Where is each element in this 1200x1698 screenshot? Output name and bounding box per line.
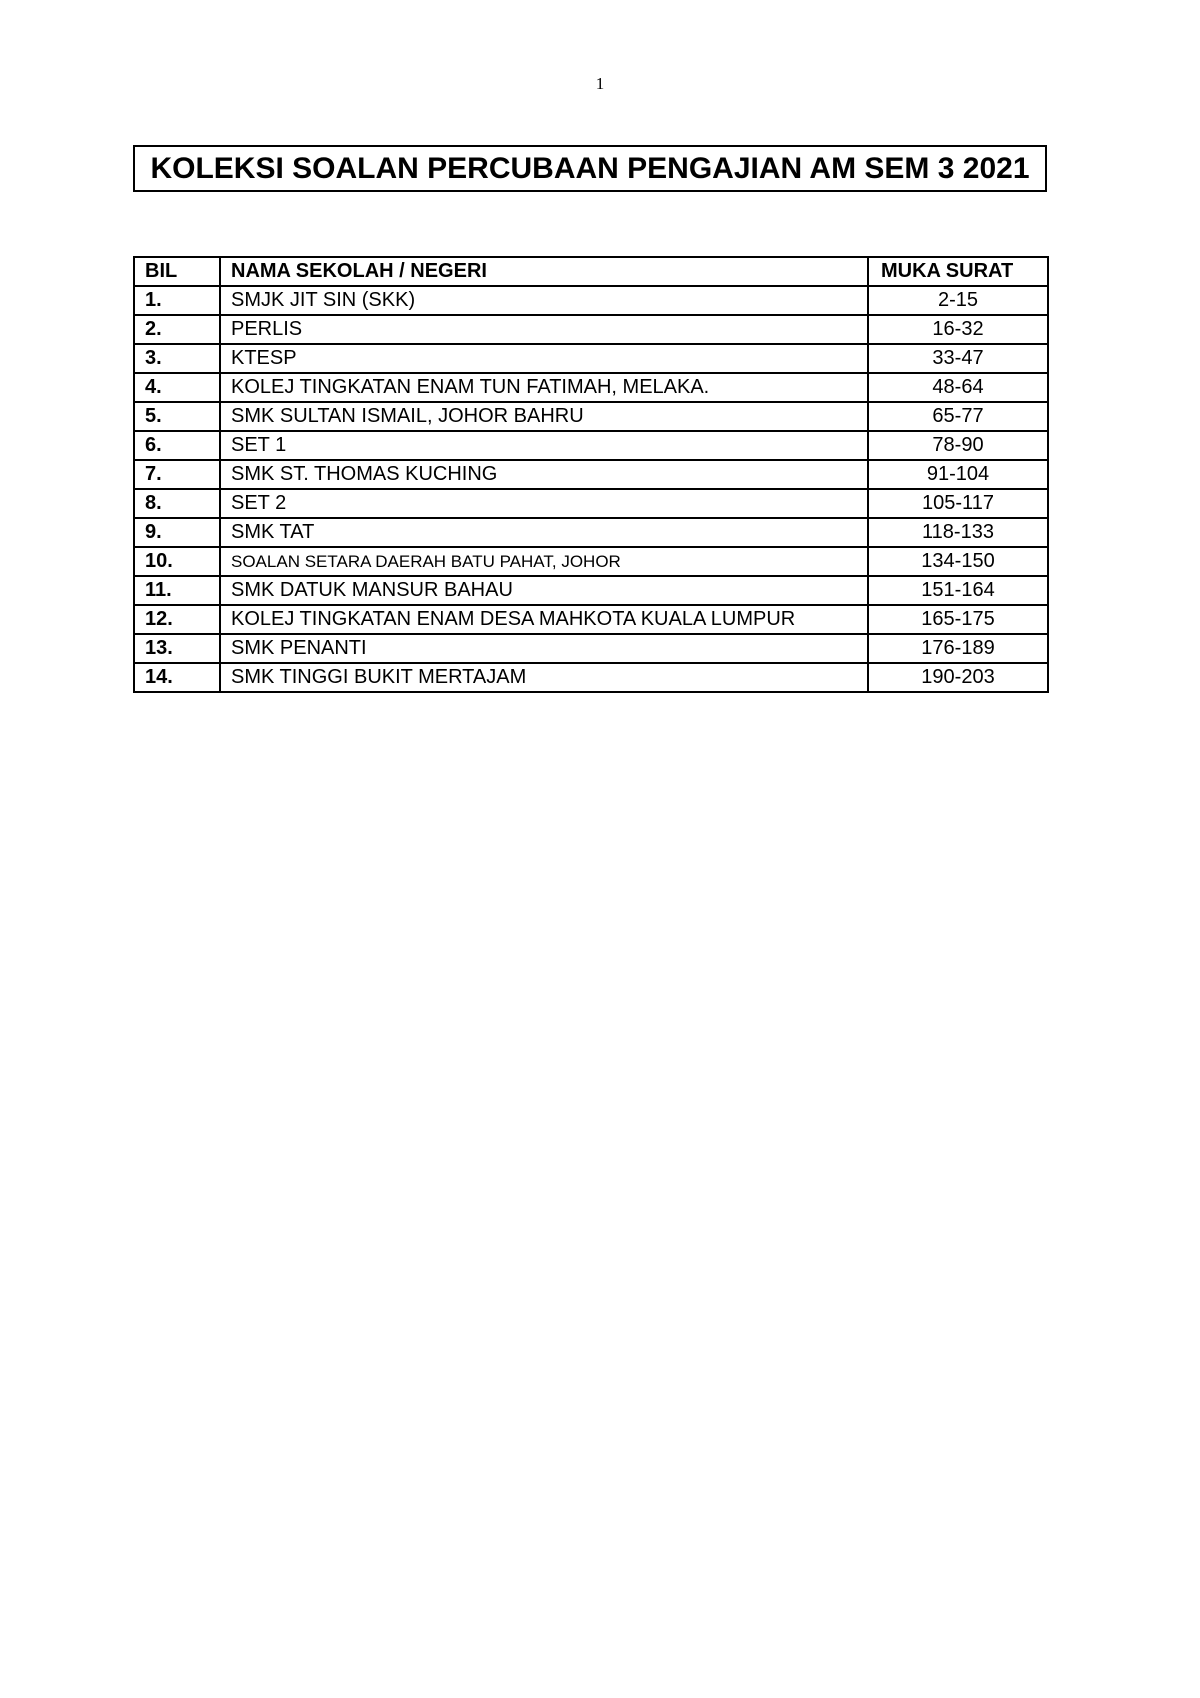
row-school: SMK PENANTI	[220, 634, 868, 663]
table-row	[134, 634, 1048, 663]
row-pages: 165-175	[868, 605, 1048, 634]
table-row	[134, 547, 1048, 576]
header-school: NAMA SEKOLAH / NEGERI	[220, 257, 868, 286]
row-bil: 7.	[134, 460, 220, 489]
header-pages: MUKA SURAT	[868, 257, 1048, 286]
row-pages: 151-164	[868, 576, 1048, 605]
row-school: SMK SULTAN ISMAIL, JOHOR BAHRU	[220, 402, 868, 431]
row-pages: 78-90	[868, 431, 1048, 460]
row-school: SMK ST. THOMAS KUCHING	[220, 460, 868, 489]
row-bil: 9.	[134, 518, 220, 547]
row-bil: 12.	[134, 605, 220, 634]
row-school: SOALAN SETARA DAERAH BATU PAHAT, JOHOR	[220, 547, 868, 576]
row-school: SET 2	[220, 489, 868, 518]
row-school: KTESP	[220, 344, 868, 373]
row-school: PERLIS	[220, 315, 868, 344]
row-pages: 65-77	[868, 402, 1048, 431]
row-bil: 4.	[134, 373, 220, 402]
row-bil: 8.	[134, 489, 220, 518]
contents-table	[133, 256, 1049, 693]
row-pages: 105-117	[868, 489, 1048, 518]
row-school: SMJK JIT SIN (SKK)	[220, 286, 868, 315]
row-pages: 48-64	[868, 373, 1048, 402]
row-school: SMK TAT	[220, 518, 868, 547]
row-bil: 10.	[134, 547, 220, 576]
row-bil: 1.	[134, 286, 220, 315]
row-pages: 190-203	[868, 663, 1048, 692]
row-bil: 14.	[134, 663, 220, 692]
row-pages: 16-32	[868, 315, 1048, 344]
row-pages: 91-104	[868, 460, 1048, 489]
row-school: SET 1	[220, 431, 868, 460]
row-pages: 176-189	[868, 634, 1048, 663]
table-row	[134, 518, 1048, 547]
table-row	[134, 402, 1048, 431]
header-bil: BIL	[134, 257, 220, 286]
row-bil: 6.	[134, 431, 220, 460]
table-row	[134, 373, 1048, 402]
table-row	[134, 344, 1048, 373]
document-title: KOLEKSI SOALAN PERCUBAAN PENGAJIAN AM SEM 3 2021	[133, 145, 1047, 192]
row-bil: 11.	[134, 576, 220, 605]
row-bil: 3.	[134, 344, 220, 373]
table-row	[134, 315, 1048, 344]
table-row	[134, 431, 1048, 460]
row-pages: 118-133	[868, 518, 1048, 547]
row-bil: 13.	[134, 634, 220, 663]
table-row	[134, 286, 1048, 315]
row-pages: 33-47	[868, 344, 1048, 373]
table-row	[134, 489, 1048, 518]
row-bil: 2.	[134, 315, 220, 344]
table-row	[134, 576, 1048, 605]
row-pages: 134-150	[868, 547, 1048, 576]
row-pages: 2-15	[868, 286, 1048, 315]
row-school: SMK DATUK MANSUR BAHAU	[220, 576, 868, 605]
table-header-row	[134, 257, 1048, 286]
row-school: KOLEJ TINGKATAN ENAM TUN FATIMAH, MELAKA.	[220, 373, 868, 402]
table-row	[134, 663, 1048, 692]
table-row	[134, 460, 1048, 489]
page-number: 1	[595, 74, 605, 93]
row-bil: 5.	[134, 402, 220, 431]
row-school: KOLEJ TINGKATAN ENAM DESA MAHKOTA KUALA LUMPUR	[220, 605, 868, 634]
row-school: SMK TINGGI BUKIT MERTAJAM	[220, 663, 868, 692]
table-row	[134, 605, 1048, 634]
